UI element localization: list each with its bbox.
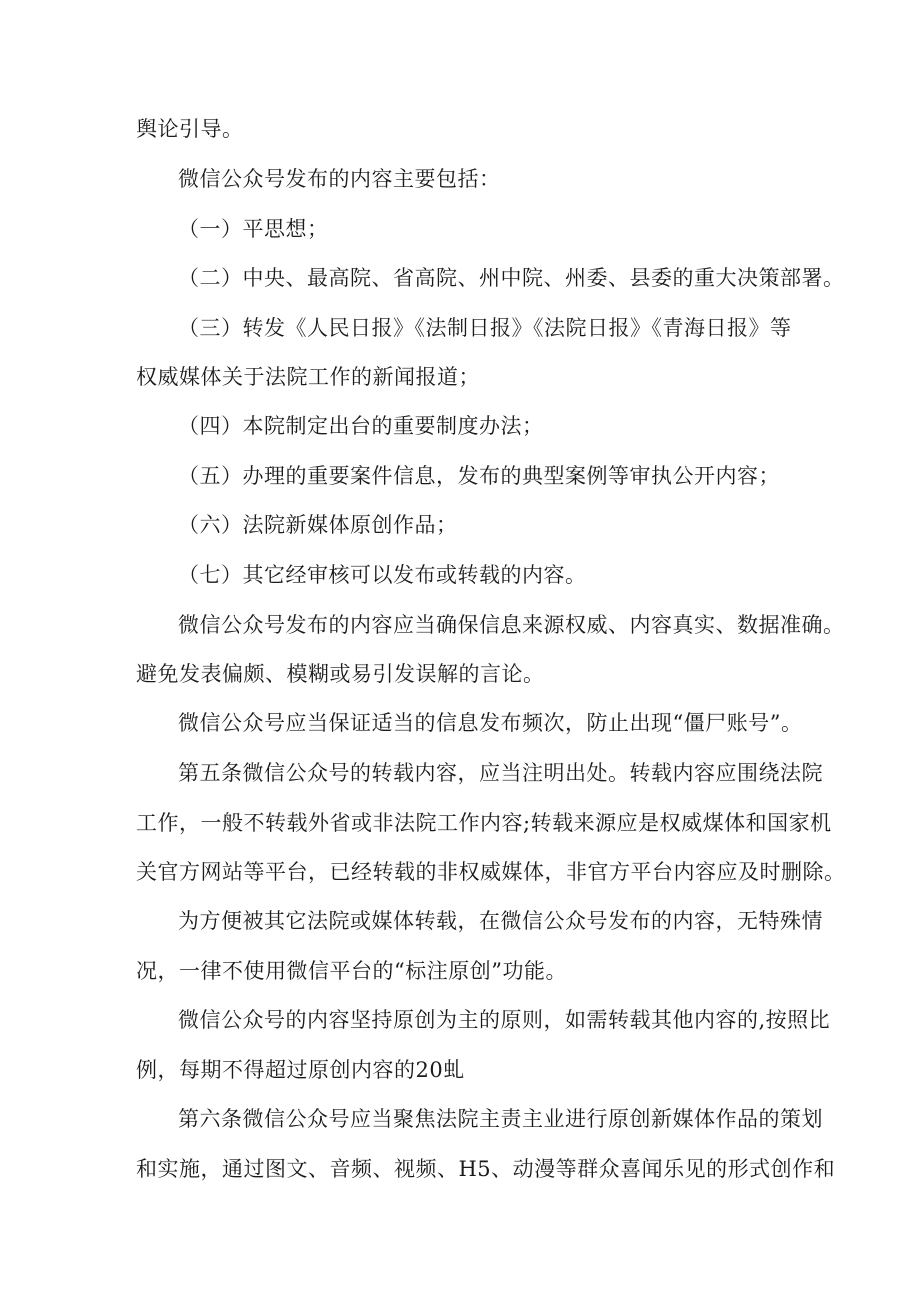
text-line: 微信公众号的内容坚持原创为主的原则，如需转载其他内容的,按照比 [178,1008,831,1032]
list-item: （一）平思想； [178,217,329,241]
text-line: 微信公众号应当保证适当的信息发布频次，防止出现“僵尸账号”。 [178,711,803,735]
text-line: 第五条微信公众号的转载内容，应当注明出处。转载内容应围绕法院 [178,761,823,785]
text-line: 例，每期不得超过原创内容的20虬 [136,1058,465,1082]
text-line: 避免发表偏颇、模糊或易引发误解的言论。 [136,662,545,686]
text-line: 舆论引导。 [136,117,244,141]
text-line: 关官方网站等平台，已经转载的非权威媒体，非官方平台内容应及时删除。 [136,860,846,884]
list-item: （四）本院制定出台的重要制度办法； [178,414,544,438]
text-line: 权威媒体关于法院工作的新闻报道； [136,365,480,389]
text-line: 况，一律不使用微信平台的“标注原创”功能。 [136,959,567,983]
list-item: （二）中央、最高院、省高院、州中院、州委、县委的重大决策部署。 [178,266,845,290]
list-item: （六）法院新媒体原创作品； [178,513,458,537]
list-item: （七）其它经审核可以发布或转载的内容。 [178,563,587,587]
text-line: 第六条微信公众号应当聚焦法院主责主业进行原创新媒体作品的策划 [178,1107,823,1131]
text-line: 和实施，通过图文、音频、视频、H5、动漫等群众喜闻乐见的形式创作和 [136,1157,836,1181]
text-line: 微信公众号发布的内容应当确保信息来源权威、内容真实、数据准确。 [178,613,845,637]
text-line: 微信公众号发布的内容主要包括： [178,167,501,191]
text-line: 工作，一般不转载外省或非法院工作内容;转载来源应是权威煤体和国家机 [136,811,832,835]
text-line: 为方便被其它法院或媒体转载，在微信公众号发布的内容，无特殊情 [178,909,823,933]
list-item: （五）办理的重要案件信息，发布的典型案例等审执公开内容； [178,464,780,488]
list-item: （三）转发《人民日报》《法制日报》《法院日报》《青海日报》等 [178,316,792,340]
